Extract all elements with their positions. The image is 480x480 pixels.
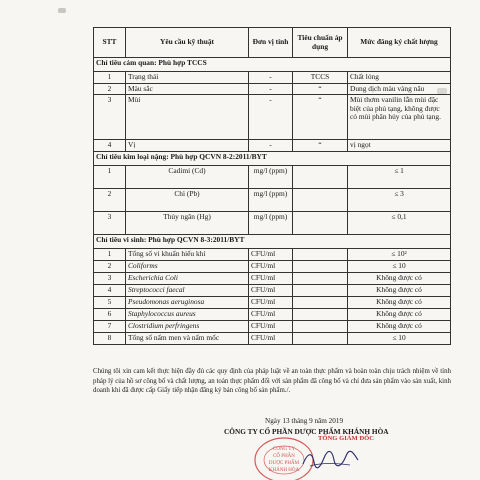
standard	[293, 248, 348, 260]
requirement: Màu sắc	[126, 83, 249, 95]
registered-level: Chất lỏng	[348, 72, 451, 84]
row-number: 7	[94, 320, 126, 332]
standard	[293, 211, 348, 234]
row-number: 2	[94, 188, 126, 211]
table-row	[94, 188, 451, 211]
row-number: 1	[94, 72, 126, 84]
table-row	[94, 95, 451, 140]
requirement: Tổng số vi khuẩn hiếu khí	[126, 248, 249, 260]
unit: CFU/ml	[249, 320, 293, 332]
registered-level: ≤ 10²	[348, 248, 451, 260]
row-number: 4	[94, 284, 126, 296]
unit: -	[249, 83, 293, 95]
requirement: Staphylococcus aureus	[126, 308, 249, 320]
registered-level: ≤ 1	[348, 165, 451, 188]
standard	[293, 272, 348, 284]
registered-level: vị ngọt	[348, 140, 451, 152]
row-number: 5	[94, 296, 126, 308]
registered-level: ≤ 3	[348, 188, 451, 211]
row-number: 6	[94, 308, 126, 320]
requirement: Cadimi (Cd)	[126, 165, 249, 188]
unit: CFU/ml	[249, 332, 293, 344]
table-row	[94, 72, 451, 84]
row-number: 2	[94, 260, 126, 272]
column-header: Yêu cầu kỹ thuật	[126, 28, 249, 58]
unit: CFU/ml	[249, 284, 293, 296]
requirement: Coliforms	[126, 260, 249, 272]
table-row	[94, 296, 451, 308]
registered-level: ≤ 10	[348, 332, 451, 344]
section-title-metals: Chỉ tiêu kim loại nặng: Phù hợp QCVN 8-2:2011/BYT	[94, 151, 451, 165]
scan-mark	[58, 8, 66, 13]
standard: “	[293, 140, 348, 152]
row-number: 8	[94, 332, 126, 344]
section-row	[94, 151, 451, 165]
unit: CFU/ml	[249, 296, 293, 308]
unit: CFU/ml	[249, 260, 293, 272]
row-number: 3	[94, 211, 126, 234]
table-row	[94, 284, 451, 296]
unit: -	[249, 140, 293, 152]
unit: CFU/ml	[249, 308, 293, 320]
table-row	[94, 272, 451, 284]
requirement: Trạng thái	[126, 72, 249, 84]
unit: mg/l (ppm)	[249, 211, 293, 234]
column-header: Tiêu chuẩn áp dụng	[293, 28, 348, 58]
table-row	[94, 320, 451, 332]
signature-icon	[300, 448, 360, 470]
requirement: Clostridium perfringens	[126, 320, 249, 332]
row-number: 3	[94, 95, 126, 140]
table-row	[94, 140, 451, 152]
standard	[293, 296, 348, 308]
standard: “	[293, 83, 348, 95]
registered-level: Không được có	[348, 284, 451, 296]
table-row	[94, 308, 451, 320]
stamp-line: CỔ PHẦN	[273, 454, 295, 459]
registered-level: ≤ 0,1	[348, 211, 451, 234]
requirement: Tổng số nấm men và nấm mốc	[126, 332, 249, 344]
requirement: Escherichia Coli	[126, 272, 249, 284]
registered-level: Dung dịch màu vàng nâu	[348, 83, 451, 95]
table-header-row	[94, 28, 451, 58]
specification-table	[93, 27, 451, 345]
row-number: 4	[94, 140, 126, 152]
section-title-sensory: Chỉ tiêu cảm quan: Phù hợp TCCS	[94, 58, 451, 72]
stamp-line: CÔNG TY	[273, 447, 295, 452]
standard	[293, 188, 348, 211]
section-row	[94, 234, 451, 248]
column-header: STT	[94, 28, 126, 58]
table-row	[94, 332, 451, 344]
table-row	[94, 260, 451, 272]
registered-level: Không được có	[348, 320, 451, 332]
requirement: Pseudomonas aeruginosa	[126, 296, 249, 308]
signature-date: Ngày 13 tháng 9 năm 2019	[265, 417, 344, 425]
company-name: CÔNG TY CỔ PHẦN DƯỢC PHẨM KHÁNH HÒA	[224, 427, 389, 436]
table-row	[94, 248, 451, 260]
unit: -	[249, 95, 293, 140]
standard	[293, 284, 348, 296]
registered-level: ≤ 10	[348, 260, 451, 272]
table-row	[94, 165, 451, 188]
stamp-line: DƯỢC PHẨM	[268, 461, 300, 466]
unit: mg/l (ppm)	[249, 165, 293, 188]
registered-level: Không được có	[348, 296, 451, 308]
requirement: Vị	[126, 140, 249, 152]
row-number: 1	[94, 248, 126, 260]
registered-level: Không được có	[348, 308, 451, 320]
stamp-title: TỔNG GIÁM ĐỐC	[318, 435, 375, 442]
section-row	[94, 58, 451, 72]
requirement: Thủy ngân (Hg)	[126, 211, 249, 234]
column-header: Đơn vị tính	[249, 28, 293, 58]
row-number: 2	[94, 83, 126, 95]
registered-level: Không được có	[348, 272, 451, 284]
table-row	[94, 211, 451, 234]
standard	[293, 308, 348, 320]
standard	[293, 260, 348, 272]
requirement: Streptococci faecal	[126, 284, 249, 296]
requirement: Chì (Pb)	[126, 188, 249, 211]
table-row	[94, 83, 451, 95]
unit: -	[249, 72, 293, 84]
column-header: Mức đăng ký chất lượng	[348, 28, 451, 58]
row-number: 3	[94, 272, 126, 284]
unit: CFU/ml	[249, 272, 293, 284]
standard: “	[293, 95, 348, 140]
requirement: Mùi	[126, 95, 249, 140]
standard: TCCS	[293, 72, 348, 84]
section-title-micro: Chỉ tiêu vi sinh: Phù hợp QCVN 8-3:2011/BYT	[94, 234, 451, 248]
unit: CFU/ml	[249, 248, 293, 260]
commitment-text: Chúng tôi xin cam kết thực hiện đầy đủ các quy định của pháp luật về an toàn thực phẩm và hoàn toàn chịu trách nhiệm về tính pháp lý của hồ sơ công bố và chất lượng, an toàn thực phẩm đối với sản phẩm đã công bố và chỉ đưa sản phẩm vào sản xuất, kinh doanh khi đã được cấp Giấy tiếp nhận đăng ký bản công bố sản phẩm./.	[93, 368, 451, 395]
standard	[293, 165, 348, 188]
standard	[293, 320, 348, 332]
unit: mg/l (ppm)	[249, 188, 293, 211]
stamp-line: KHÁNH HÒA	[268, 468, 300, 473]
row-number: 1	[94, 165, 126, 188]
registered-level: Mùi thơm vanilin lẫn mùi đặc biệt của phủ tạng, không được có mùi phân hủy của phủ tạng.	[348, 95, 451, 140]
standard	[293, 332, 348, 344]
